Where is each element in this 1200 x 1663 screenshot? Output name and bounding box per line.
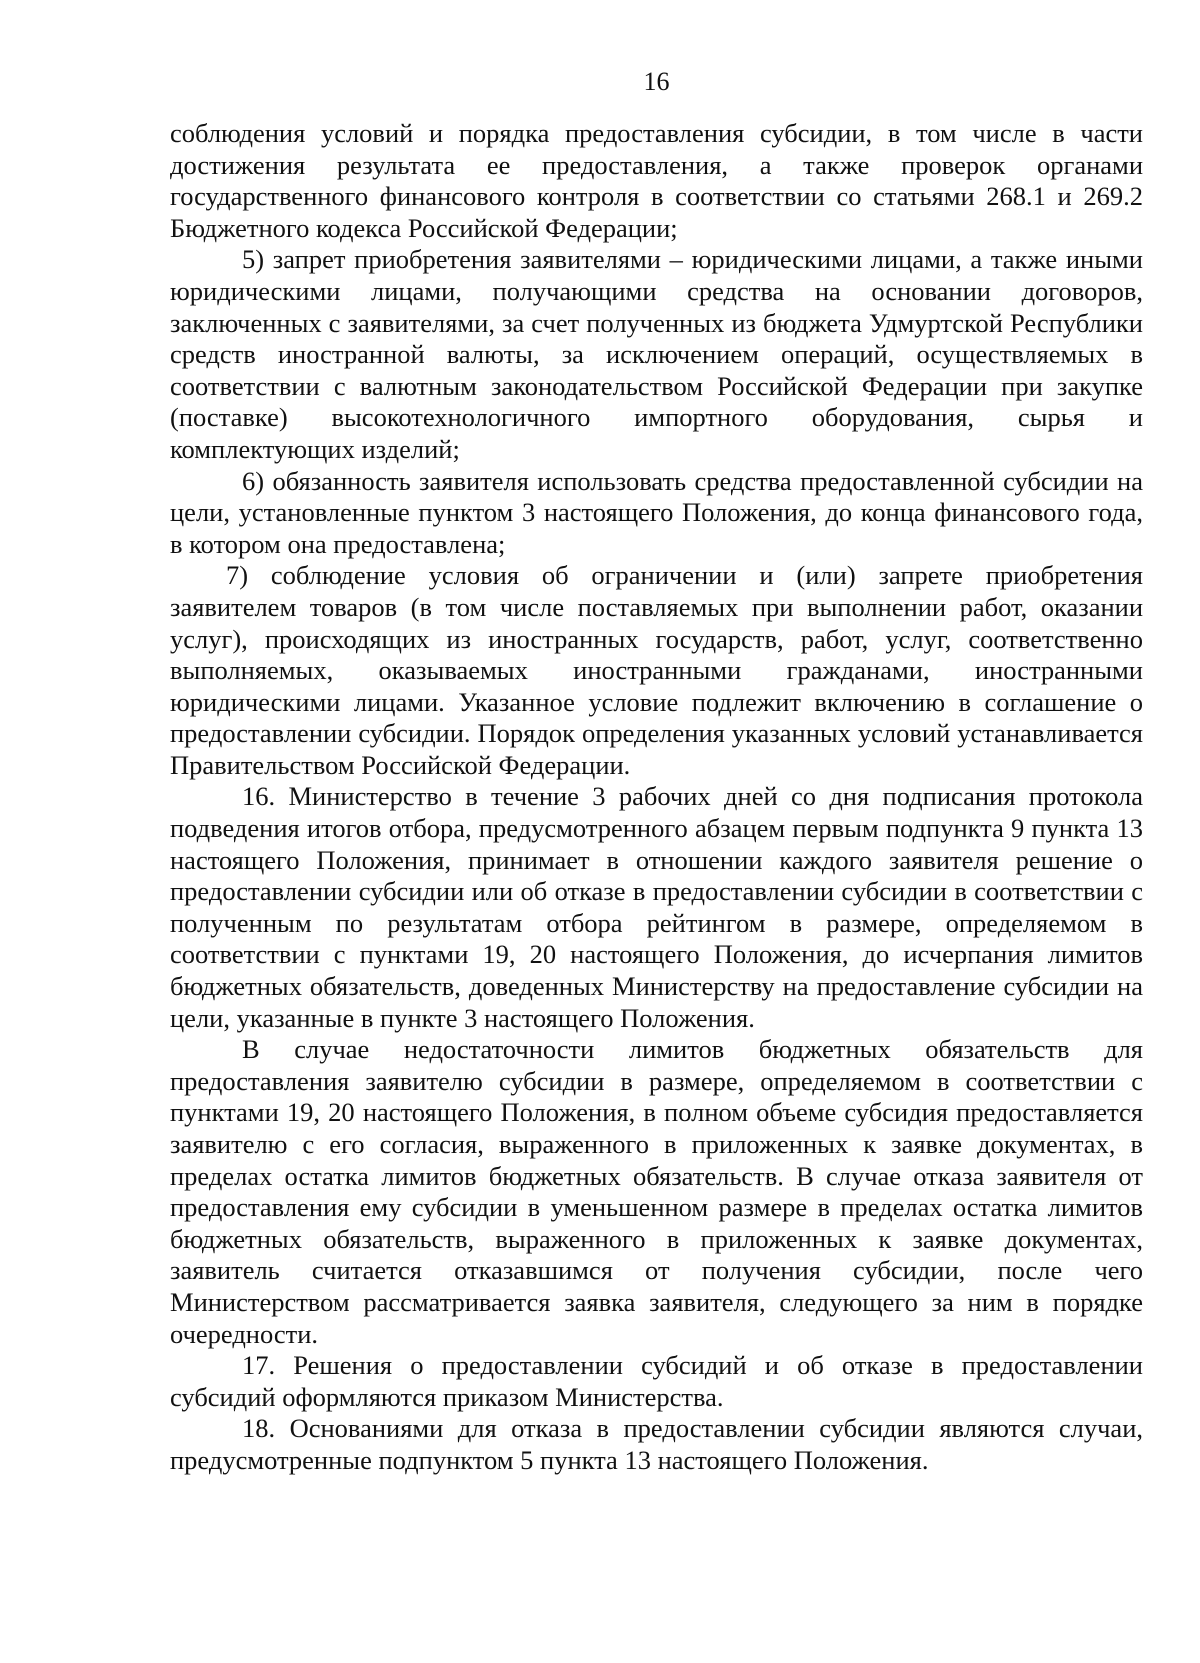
page-number: 16 — [643, 67, 670, 96]
paragraph-continuation: соблюдения условий и порядка предоставления субсидии, в том числе в части достижения результата ее предоставления, а также проверок органами государственного финансового контроля в соответствии со статьями 268.1 и 269.2 Бюджетного кодекса Российской Федерации; — [170, 118, 1143, 243]
paragraph-clause-17: 17. Решения о предоставлении субсидий и об отказе в предоставлении субсидий оформляются приказом Министерства. — [170, 1350, 1143, 1412]
paragraph-clause-16-insufficient-limits: В случае недостаточности лимитов бюджетных обязательств для предоставления заявителю субсидии в размере, определяемом в соответствии с пунктами 19, 20 настоящего Положения, в полном объеме субсидия предоставляется заявителю с его согласия, выраженного в приложенных к заявке документах, в пределах остатка лимитов бюджетных обязательств. В случае отказа заявителя от предоставления ему субсидии в уменьшенном размере в пределах остатка лимитов бюджетных обязательств, выраженного в приложенных к заявке документах, заявитель считается отказавшимся от получения субсидии, после чего Министерством рассматривается заявка заявителя, следующего за ним в порядке очередности. — [170, 1034, 1143, 1349]
paragraph-item-7: 7) соблюдение условия об ограничении и (или) запрете приобретения заявителем товаров (в том числе поставляемых при выполнении работ, оказании услуг), происходящих из иностранных государств, работ, услуг, соответственно выполняемых, оказываемых иностранными гражданами, иностранными юридическими лицами. Указанное условие подлежит включению в соглашение о предоставлении субсидии. Порядок определения указанных условий устанавливается Правительством Российской Федерации. — [170, 560, 1143, 780]
paragraph-clause-18: 18. Основаниями для отказа в предоставлении субсидии являются случаи, предусмотренные подпунктом 5 пункта 13 настоящего Положения. — [170, 1413, 1143, 1475]
document-body — [170, 118, 1143, 1477]
paragraph-item-6: 6) обязанность заявителя использовать средства предоставленной субсидии на цели, установленные пунктом 3 настоящего Положения, до конца финансового года, в котором она предоставлена; — [170, 465, 1143, 559]
paragraph-clause-16: 16. Министерство в течение 3 рабочих дней со дня подписания протокола подведения итогов отбора, предусмотренного абзацем первым подпункта 9 пункта 13 настоящего Положения, принимает в отношении каждого заявителя решение о предоставлении субсидии или об отказе в предоставлении субсидии в соответствии с полученным по результатам отбора рейтингом в размере, определяемом в соответствии с пунктами 19, 20 настоящего Положения, до исчерпания лимитов бюджетных обязательств, доведенных Министерству на предоставление субсидии на цели, указанные в пункте 3 настоящего Положения. — [170, 781, 1143, 1033]
paragraph-item-5: 5) запрет приобретения заявителями – юридическими лицами, а также иными юридическими лицами, получающими средства на основании договоров, заключенных с заявителями, за счет полученных из бюджета Удмуртской Республики средств иностранной валюты, за исключением операций, осуществляемых в соответствии с валютным законодательством Российской Федерации при закупке (поставке) высокотехнологичного импортного оборудования, сырья и комплектующих изделий; — [170, 244, 1143, 464]
